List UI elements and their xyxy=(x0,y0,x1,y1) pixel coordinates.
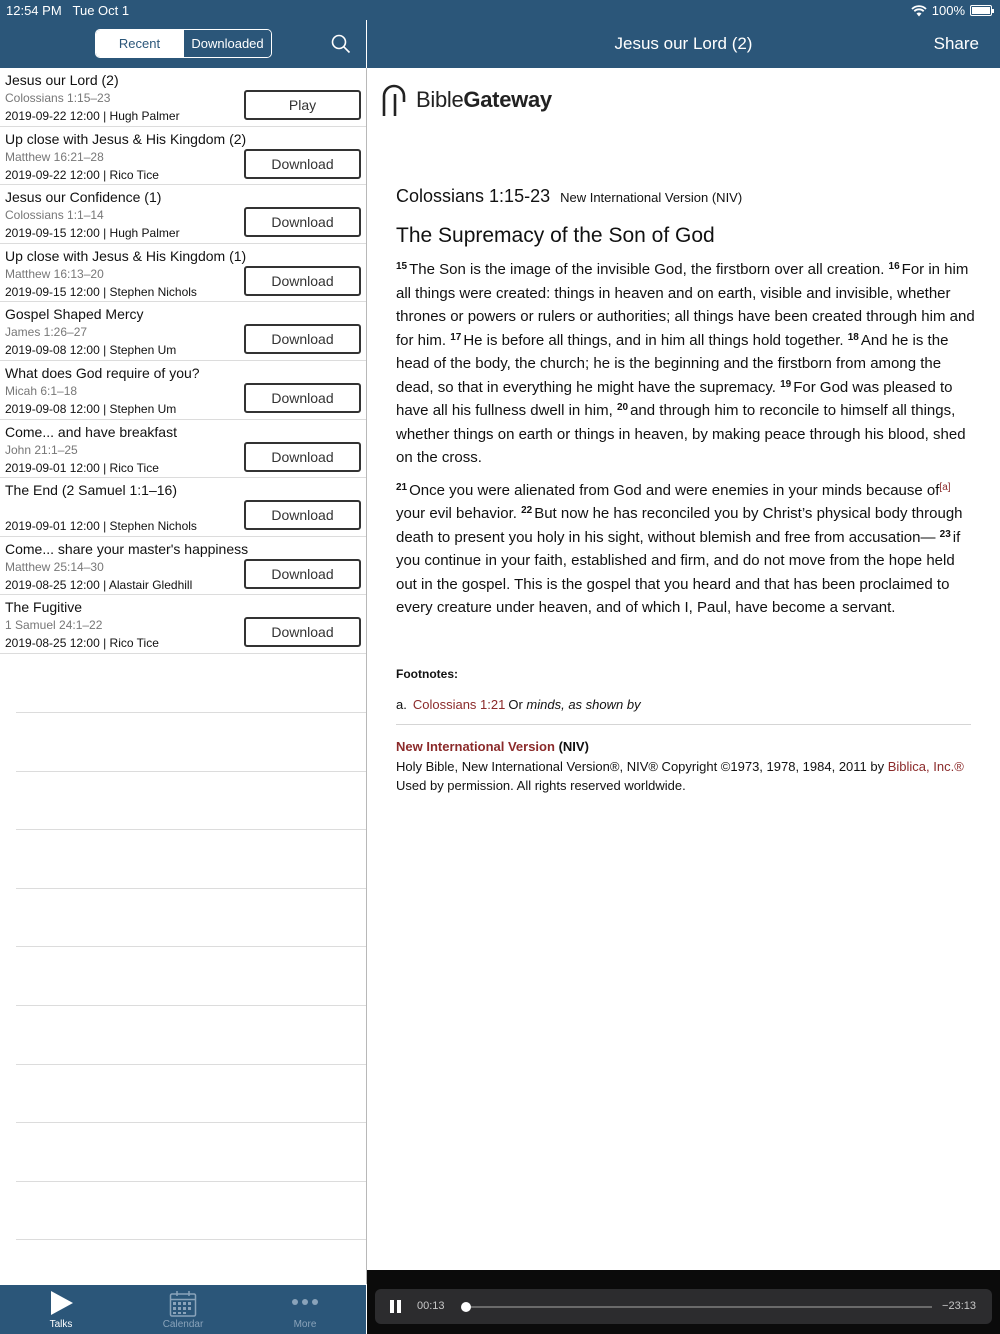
segment-recent[interactable]: Recent xyxy=(96,30,183,57)
footnote-text: minds, as shown by xyxy=(526,697,641,712)
talk-title: Up close with Jesus & His Kingdom (1) xyxy=(5,247,247,264)
remaining-time: −23:13 xyxy=(942,1300,976,1312)
tab-talks-label: Talks xyxy=(49,1319,73,1330)
verse-number: 20 xyxy=(616,402,629,413)
talks-header xyxy=(0,20,366,68)
talk-row[interactable] xyxy=(0,361,366,420)
empty-row xyxy=(16,888,366,947)
tab-bar xyxy=(0,1285,366,1334)
talk-title: Come... share your master's happiness xyxy=(5,540,249,557)
passage-version: New International Version (NIV) xyxy=(560,190,743,205)
audio-player xyxy=(367,1270,1000,1334)
segmented-control xyxy=(95,29,272,58)
download-button[interactable]: Download xyxy=(244,559,361,589)
calendar-icon xyxy=(169,1290,197,1318)
talk-row[interactable] xyxy=(0,127,366,186)
talk-meta: 2019-09-15 12:00 | Hugh Palmer xyxy=(5,226,180,241)
talk-row[interactable] xyxy=(0,302,366,361)
verse-text: and through him to reconcile to himself all things, whether things on earth or things in heaven, by making peace through his blood, shed on the cross. xyxy=(396,402,966,466)
wifi-icon xyxy=(911,5,927,17)
progress-knob[interactable] xyxy=(461,1302,471,1312)
footnotes-heading: Footnotes: xyxy=(396,667,458,681)
download-button[interactable]: Download xyxy=(244,442,361,472)
empty-row xyxy=(16,1181,366,1240)
empty-row xyxy=(16,712,366,771)
download-button[interactable]: Download xyxy=(244,500,361,530)
empty-list-rows xyxy=(16,712,366,1298)
talk-reference: Matthew 16:13–20 xyxy=(5,266,104,281)
biblegateway-logo[interactable] xyxy=(380,82,552,118)
talk-meta: 2019-09-08 12:00 | Stephen Um xyxy=(5,401,177,416)
talk-reference: James 1:26–27 xyxy=(5,325,88,340)
share-button[interactable]: Share xyxy=(933,34,979,53)
logo-word-gateway: Gateway xyxy=(463,87,552,112)
footnote-marker[interactable]: [a] xyxy=(939,481,951,493)
verse-number: 18 xyxy=(847,331,859,343)
talk-title: Jesus our Confidence (1) xyxy=(5,189,162,206)
footnote-letter: a. xyxy=(396,697,407,712)
empty-row xyxy=(16,946,366,1005)
verse-text: The Son is the image of the invisible God, the firstborn over all creation. xyxy=(409,261,885,278)
talk-title: The Fugitive xyxy=(5,599,83,616)
talk-title: Come... and have breakfast xyxy=(5,423,177,440)
empty-row xyxy=(16,1005,366,1064)
verse-number: 15 xyxy=(396,261,408,272)
paragraph xyxy=(396,479,976,620)
talk-meta: 2019-09-22 12:00 | Rico Tice xyxy=(5,167,159,182)
talk-title: Jesus our Lord (2) xyxy=(5,72,119,88)
verse-text: your evil behavior. xyxy=(396,505,517,522)
verse-text: And he is the head of the body, the church; he is the beginning and the firstborn from among the dead, so that in everything he might have the supremacy. xyxy=(396,331,949,396)
talk-row[interactable] xyxy=(0,595,366,654)
logo-word-bible: Bible xyxy=(416,87,464,112)
battery-percent: 100% xyxy=(931,3,965,18)
talk-reference: Micah 6:1–18 xyxy=(5,383,78,398)
verse-text: For God was pleased to have all his fullness dwell in him, xyxy=(396,378,953,419)
copyright-notice xyxy=(396,737,971,796)
talk-meta: 2019-09-01 12:00 | Rico Tice xyxy=(5,460,159,475)
passage-text xyxy=(396,258,976,629)
talk-title: Gospel Shaped Mercy xyxy=(5,306,144,323)
verse-number: 16 xyxy=(888,261,900,272)
talk-reference: Matthew 16:21–28 xyxy=(5,149,104,164)
copyright-permission: Used by permission. All rights reserved worldwide. xyxy=(396,778,686,793)
talk-meta: 2019-08-25 12:00 | Alastair Gledhill xyxy=(5,577,193,592)
talk-row[interactable] xyxy=(0,68,366,127)
talk-meta: 2019-08-25 12:00 | Rico Tice xyxy=(5,636,159,651)
paragraph xyxy=(396,258,976,470)
talk-reference: Colossians 1:1–14 xyxy=(5,208,104,223)
download-button[interactable]: Download xyxy=(244,383,361,413)
copyright-text: Holy Bible, New International Version®, NIV® Copyright ©1973, 1978, 1984, 2011 by xyxy=(396,758,885,774)
talk-meta: 2019-09-08 12:00 | Stephen Um xyxy=(5,343,177,358)
talk-row[interactable] xyxy=(0,478,366,537)
verse-text: if you continue in your faith, established and firm, and do not move from the hope held out in the gospel. This is the gospel that you heard and that has been proclaimed to every creature under heaven, and of which I, Paul, have become a servant. xyxy=(396,528,961,616)
empty-row xyxy=(16,771,366,830)
talk-meta: 2019-09-01 12:00 | Stephen Nichols xyxy=(5,519,197,534)
verse-number: 17 xyxy=(450,331,462,343)
passage-reference: Colossians 1:15-23 xyxy=(396,186,551,206)
talk-title: The End (2 Samuel 1:1–16) xyxy=(5,482,177,499)
talk-row[interactable] xyxy=(0,420,366,479)
tab-more[interactable] xyxy=(244,1285,366,1334)
talk-reference: 1 Samuel 24:1–22 xyxy=(5,618,103,633)
download-button[interactable]: Download xyxy=(244,617,361,647)
play-button[interactable]: Play xyxy=(244,90,361,120)
tab-calendar[interactable] xyxy=(122,1285,244,1334)
status-bar xyxy=(0,0,1000,20)
publisher-link[interactable]: Biblica, Inc.® xyxy=(887,758,964,774)
verse-text: For in him all things were created: things in heaven and on earth, visible and invisible, whether thrones or powers or rulers or authorities; all things have been created through him and for him. xyxy=(396,261,975,349)
play-icon xyxy=(48,1290,74,1316)
battery-icon xyxy=(970,5,992,16)
footnote-reference-link[interactable]: Colossians 1:21 xyxy=(412,697,506,712)
passage-reader xyxy=(367,68,1000,1270)
download-button[interactable]: Download xyxy=(244,207,361,237)
empty-row xyxy=(16,1122,366,1181)
player-controls xyxy=(375,1289,992,1324)
tab-talks[interactable] xyxy=(0,1285,122,1334)
version-link[interactable]: New International Version xyxy=(396,739,555,754)
version-abbr: (NIV) xyxy=(558,739,589,754)
detail-title: Jesus our Lord (2) xyxy=(614,34,753,53)
talk-row[interactable] xyxy=(0,537,366,596)
verse-text: Once you were alienated from God and were enemies in your minds because of xyxy=(409,481,940,499)
status-time: 12:54 PM Tue Oct 1 xyxy=(6,3,130,18)
talk-reference: Colossians 1:15–23 xyxy=(5,91,111,105)
biblegateway-logo-icon xyxy=(380,82,410,118)
talk-meta: 2019-09-15 12:00 | Stephen Nichols xyxy=(5,284,197,299)
verse-number: 21 xyxy=(396,481,408,493)
download-button[interactable]: Download xyxy=(244,149,361,179)
verse-number: 23 xyxy=(939,528,951,540)
tab-calendar-label: Calendar xyxy=(162,1319,204,1330)
talk-reference: John 21:1–25 xyxy=(5,442,78,457)
progress-slider[interactable] xyxy=(462,1306,932,1308)
talk-row[interactable] xyxy=(0,185,366,244)
elapsed-time: 00:13 xyxy=(417,1300,445,1312)
empty-row xyxy=(16,1064,366,1123)
footnote-item xyxy=(396,697,641,712)
talk-list xyxy=(0,68,366,654)
pause-icon[interactable] xyxy=(390,1300,401,1313)
talk-title: What does God require of you? xyxy=(5,364,200,381)
verse-number: 22 xyxy=(521,505,533,516)
footnote-divider xyxy=(396,724,971,725)
tab-more-label: More xyxy=(293,1319,317,1330)
search-icon[interactable] xyxy=(330,33,352,55)
footnote-or: Or xyxy=(508,697,523,712)
verse-text: But now he has reconciled you by Christ’s physical body through death to present you holy in his sight, without blemish and free from accusation— xyxy=(396,505,963,546)
download-button[interactable]: Download xyxy=(244,324,361,354)
verse-text: He is before all things, and in him all things hold together. xyxy=(463,331,844,349)
empty-row xyxy=(16,829,366,888)
detail-header xyxy=(367,20,1000,68)
talk-row[interactable] xyxy=(0,244,366,303)
section-title: The Supremacy of the Son of God xyxy=(396,224,715,247)
talk-title: Up close with Jesus & His Kingdom (2) xyxy=(5,130,247,147)
talk-reference: Matthew 25:14–30 xyxy=(5,559,104,574)
talk-meta: 2019-09-22 12:00 | Hugh Palmer xyxy=(5,109,180,123)
verse-number: 19 xyxy=(780,378,792,390)
segment-downloaded[interactable]: Downloaded xyxy=(183,30,271,57)
download-button[interactable]: Download xyxy=(244,266,361,296)
more-icon xyxy=(291,1290,319,1318)
